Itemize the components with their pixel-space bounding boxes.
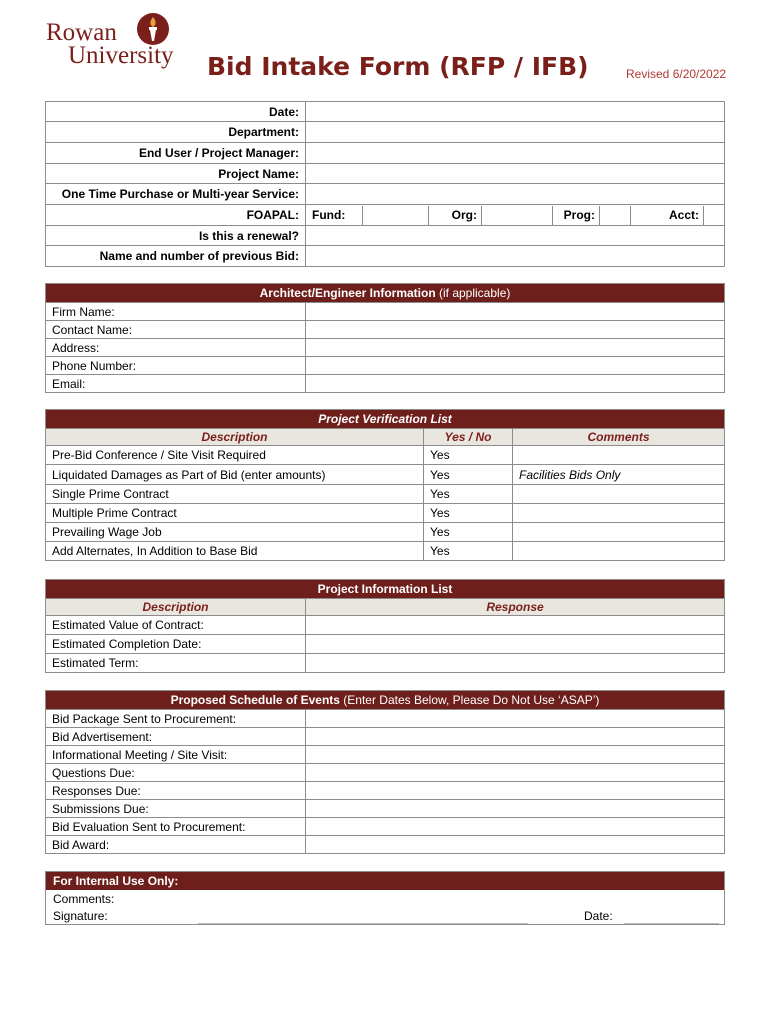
table-row	[46, 465, 725, 485]
prog-field[interactable]	[600, 206, 631, 225]
date-field[interactable]	[306, 102, 725, 122]
schedule-field[interactable]	[306, 818, 725, 836]
end-user-field[interactable]	[306, 143, 725, 164]
org-field[interactable]	[482, 206, 553, 225]
architect-table	[45, 283, 725, 393]
prog-label: Prog:	[553, 206, 600, 225]
schedule-header	[46, 691, 725, 710]
address-label: Address:	[46, 339, 306, 357]
schedule-label: Questions Due:	[46, 764, 306, 782]
project-name-field[interactable]	[306, 164, 725, 184]
department-field[interactable]	[306, 122, 725, 143]
torch-icon	[136, 12, 170, 46]
acct-label: Acct:	[631, 206, 704, 225]
signature-line[interactable]	[198, 922, 528, 924]
schedule-field[interactable]	[306, 764, 725, 782]
verification-col-yesno: Yes / No	[424, 429, 513, 446]
completion-date-label: Estimated Completion Date:	[46, 635, 306, 654]
verification-col-comments: Comments	[513, 429, 725, 446]
project-info-header: Project Information List	[46, 580, 725, 599]
schedule-field[interactable]	[306, 836, 725, 854]
project-name-label: Project Name:	[46, 164, 306, 184]
verification-comment[interactable]	[513, 523, 725, 542]
verification-comment[interactable]	[513, 485, 725, 504]
table-row	[46, 523, 725, 542]
logo-line-1: Rowan	[46, 19, 117, 46]
verification-comment[interactable]: Facilities Bids Only	[513, 465, 725, 485]
schedule-label: Bid Package Sent to Procurement:	[46, 710, 306, 728]
comments-label: Comments:	[53, 892, 115, 906]
renewal-field[interactable]	[306, 226, 725, 246]
verification-desc: Liquidated Damages as Part of Bid (enter amounts)	[46, 465, 424, 485]
date-label-internal: Date:	[584, 909, 613, 923]
verification-desc: Add Alternates, In Addition to Base Bid	[46, 542, 424, 561]
schedule-field[interactable]	[306, 746, 725, 764]
phone-field[interactable]	[306, 357, 725, 375]
verification-col-description: Description	[46, 429, 424, 446]
table-row	[46, 542, 725, 561]
architect-header-note: (if applicable)	[439, 286, 511, 300]
architect-header	[46, 284, 725, 303]
internal-use-header: For Internal Use Only:	[46, 872, 724, 890]
contact-name-label: Contact Name:	[46, 321, 306, 339]
date-label: Date:	[46, 102, 306, 122]
verification-comment[interactable]	[513, 504, 725, 523]
schedule-label: Bid Evaluation Sent to Procurement:	[46, 818, 306, 836]
date-line[interactable]	[624, 922, 719, 924]
department-label: Department:	[46, 122, 306, 143]
verification-desc: Multiple Prime Contract	[46, 504, 424, 523]
previous-bid-field[interactable]	[306, 246, 725, 267]
email-field[interactable]	[306, 375, 725, 393]
schedule-label: Bid Advertisement:	[46, 728, 306, 746]
schedule-table	[45, 690, 725, 854]
page-title: Bid Intake Form (RFP / IFB)	[207, 52, 589, 81]
table-row	[46, 504, 725, 523]
project-info-col-description: Description	[46, 599, 306, 616]
verification-comment[interactable]	[513, 446, 725, 465]
architect-header-title: Architect/Engineer Information	[259, 286, 436, 300]
org-label: Org:	[429, 206, 482, 225]
rowan-logo	[46, 12, 176, 72]
verification-yesno[interactable]: Yes	[424, 465, 513, 485]
foapal-label: FOAPAL:	[46, 205, 306, 226]
renewal-label: Is this a renewal?	[46, 226, 306, 246]
verification-yesno[interactable]: Yes	[424, 446, 513, 465]
schedule-label: Responses Due:	[46, 782, 306, 800]
acct-field[interactable]	[704, 206, 725, 225]
verification-desc: Single Prime Contract	[46, 485, 424, 504]
schedule-field[interactable]	[306, 800, 725, 818]
fund-label: Fund:	[306, 206, 363, 225]
table-row	[46, 446, 725, 465]
schedule-label: Bid Award:	[46, 836, 306, 854]
schedule-header-note: (Enter Dates Below, Please Do Not Use ‘ASAP’)	[343, 693, 600, 707]
verification-yesno[interactable]: Yes	[424, 523, 513, 542]
contact-name-field[interactable]	[306, 321, 725, 339]
estimated-value-label: Estimated Value of Contract:	[46, 616, 306, 635]
address-field[interactable]	[306, 339, 725, 357]
verification-desc: Pre-Bid Conference / Site Visit Required	[46, 446, 424, 465]
estimated-term-label: Estimated Term:	[46, 654, 306, 673]
estimated-value-field[interactable]	[306, 616, 725, 635]
completion-date-field[interactable]	[306, 635, 725, 654]
verification-yesno[interactable]: Yes	[424, 542, 513, 561]
purchase-type-field[interactable]	[306, 184, 725, 205]
signature-label: Signature:	[53, 909, 108, 923]
internal-use-box	[45, 871, 725, 925]
revised-date: Revised 6/20/2022	[626, 67, 727, 81]
firm-name-label: Firm Name:	[46, 303, 306, 321]
estimated-term-field[interactable]	[306, 654, 725, 673]
schedule-field[interactable]	[306, 728, 725, 746]
previous-bid-label: Name and number of previous Bid:	[46, 246, 306, 267]
project-info-col-response: Response	[306, 599, 725, 616]
verification-table	[45, 409, 725, 561]
project-info-table	[45, 579, 725, 673]
foapal-row	[306, 205, 725, 226]
firm-name-field[interactable]	[306, 303, 725, 321]
end-user-label: End User / Project Manager:	[46, 143, 306, 164]
table-row	[46, 485, 725, 504]
fund-field[interactable]	[363, 206, 429, 225]
schedule-field[interactable]	[306, 710, 725, 728]
schedule-label: Submissions Due:	[46, 800, 306, 818]
intake-table	[45, 101, 725, 267]
schedule-label: Informational Meeting / Site Visit:	[46, 746, 306, 764]
verification-comment[interactable]	[513, 542, 725, 561]
logo-line-2: University	[68, 42, 174, 69]
verification-yesno[interactable]: Yes	[424, 504, 513, 523]
purchase-type-label: One Time Purchase or Multi-year Service:	[46, 184, 306, 205]
verification-yesno[interactable]: Yes	[424, 485, 513, 504]
verification-header: Project Verification List	[46, 410, 725, 429]
phone-label: Phone Number:	[46, 357, 306, 375]
email-label: Email:	[46, 375, 306, 393]
schedule-field[interactable]	[306, 782, 725, 800]
verification-desc: Prevailing Wage Job	[46, 523, 424, 542]
schedule-header-title: Proposed Schedule of Events	[170, 693, 340, 707]
